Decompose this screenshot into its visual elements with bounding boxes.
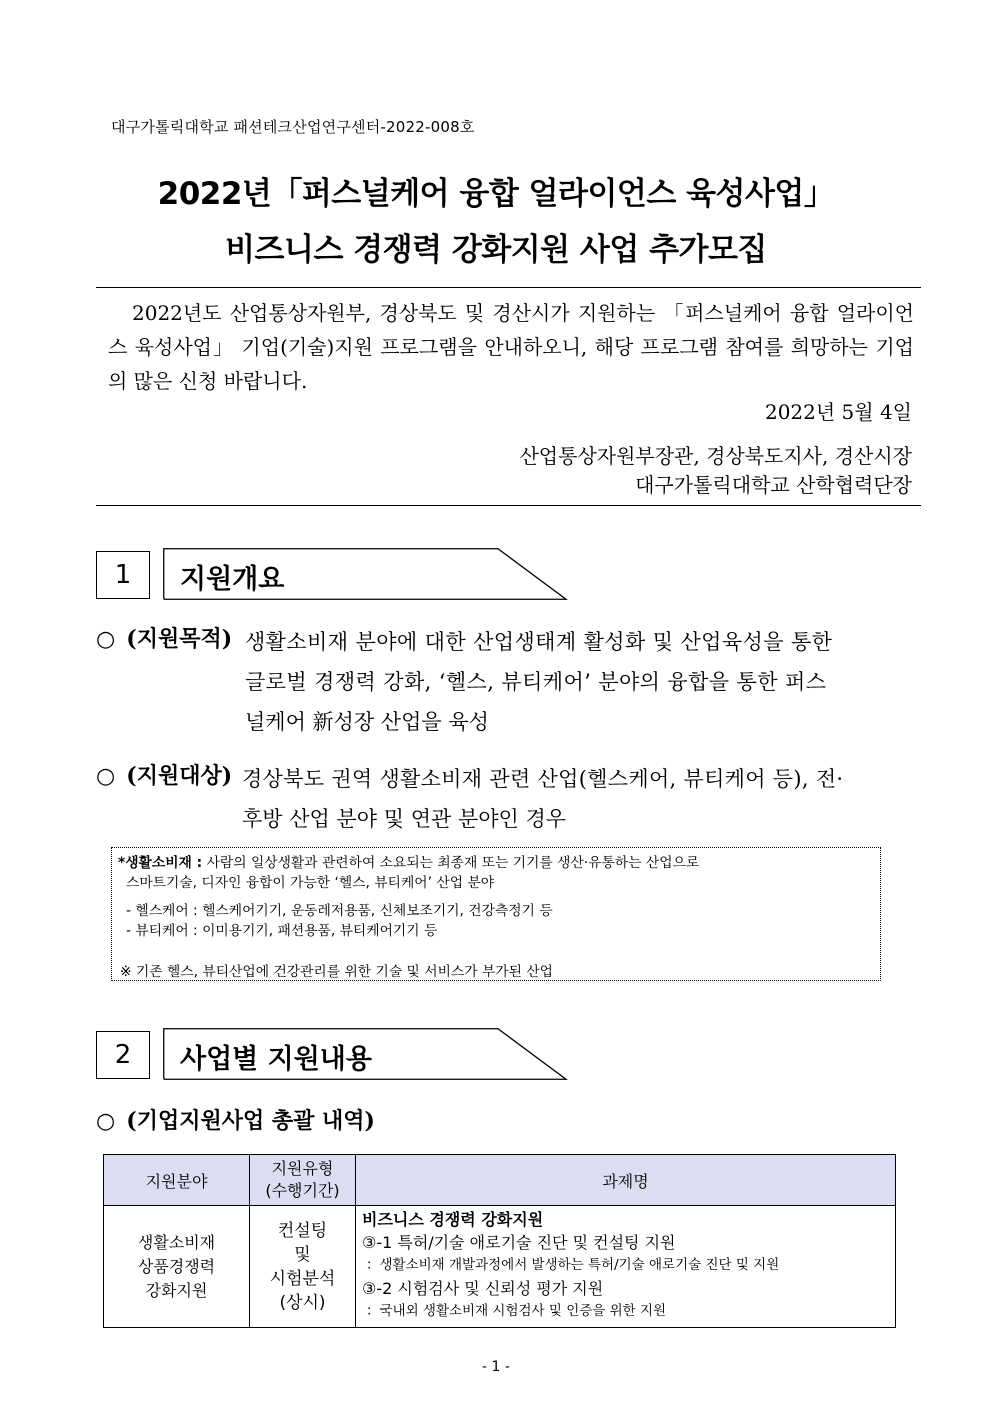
support-summary-table bbox=[103, 1154, 896, 1328]
task-title: 비즈니스 경쟁력 강화지원 bbox=[362, 1210, 544, 1229]
header-type-line-1: 지원유형 bbox=[271, 1159, 334, 1178]
task-line: ：생활소비재 개발과정에서 발생하는 특허/기술 애로기술 진단 및 지원 bbox=[366, 1257, 780, 1273]
field-line: 강화지원 bbox=[145, 1280, 208, 1300]
signatory-line-1: 산업통상자원부장관, 경상북도지사, 경산시장 bbox=[519, 444, 912, 468]
bullet-marker: ○ bbox=[96, 1109, 116, 1134]
cell-task bbox=[356, 1206, 896, 1328]
section-1-title: 지원개요 bbox=[180, 564, 285, 595]
bullet-summary-label: (기업지원사업 총괄 내역) bbox=[126, 1108, 375, 1134]
announcement-date: 2022년 5월 4일 bbox=[764, 400, 912, 424]
bullet-purpose bbox=[96, 622, 906, 734]
target-line-2: 후방 산업 분야 및 연관 분야인 경우 bbox=[242, 807, 567, 831]
section-2-number: 2 bbox=[96, 1031, 150, 1079]
type-line: 컨설팅 bbox=[277, 1220, 328, 1241]
header-task: 과제명 bbox=[356, 1155, 896, 1206]
field-line: 상품경쟁력 bbox=[137, 1256, 216, 1276]
cell-type bbox=[250, 1206, 356, 1328]
task-line: ③-1 특허/기술 애로기술 진단 및 컨설팅 지원 bbox=[362, 1233, 676, 1252]
type-line: 시험분석 bbox=[269, 1268, 336, 1289]
bullet-summary bbox=[96, 1104, 375, 1135]
page-number: - 1 - bbox=[482, 1359, 510, 1375]
section-2-title: 사업별 지원내용 bbox=[180, 1044, 372, 1075]
table-header-row bbox=[104, 1155, 896, 1206]
header-type-line-2: (수행기간) bbox=[265, 1181, 340, 1200]
document-number: 대구가톨릭대학교 패션테크산업연구센터-2022-008호 bbox=[111, 118, 475, 136]
bullet-target-text bbox=[242, 759, 902, 839]
bullet-target bbox=[96, 759, 906, 831]
header-type bbox=[250, 1155, 356, 1206]
section-1-number: 1 bbox=[96, 551, 150, 599]
type-line: 및 bbox=[294, 1244, 311, 1265]
type-line: (상시) bbox=[279, 1292, 326, 1313]
note-term: *생활소비재 : bbox=[118, 855, 203, 871]
signatory-line-2: 대구가톨릭대학교 산학협력단장 bbox=[635, 473, 912, 497]
cell-field bbox=[104, 1206, 250, 1328]
task-line: ：국내외 생활소비재 시험검사 및 인증을 위한 지원 bbox=[366, 1303, 667, 1319]
bullet-target-label: (지원대상) bbox=[126, 763, 233, 789]
note-item-beautycare: - 뷰티케어 : 이미용기기, 패션용품, 뷰티케어기기 등 bbox=[126, 923, 438, 939]
bullet-purpose-label: (지원목적) bbox=[126, 626, 233, 652]
task-line: ③-2 시험검사 및 신뢰성 평가 지원 bbox=[362, 1279, 604, 1298]
bullet-marker: ○ bbox=[96, 764, 116, 789]
note-item-healthcare: - 헬스케어 : 헬스케어기기, 운동레저용품, 신체보조기기, 건강측정기 등 bbox=[126, 903, 553, 919]
table-row bbox=[104, 1206, 896, 1328]
target-line-1: 경상북도 권역 생활소비재 관련 산업(헬스케어, 뷰티케어 등), 전· bbox=[242, 767, 844, 791]
note-definition: 사람의 일상생활과 관련하여 소요되는 최종재 또는 기기를 생산·유통하는 산업으로 bbox=[202, 855, 700, 871]
purpose-line-2: 글로벌 경쟁력 강화, ‘헬스, 뷰티케어’ 분야의 융합을 통한 퍼스 bbox=[245, 670, 827, 694]
bottom-rule bbox=[96, 505, 921, 506]
title-line-1: 2022년「퍼스널케어 융합 얼라이언스 육성사업」 bbox=[157, 176, 835, 212]
note-definition-line-2: 스마트기술, 디자인 융합이 가능한 ‘헬스, 뷰티케어’ 산업 분야 bbox=[126, 875, 495, 891]
definition-note-box bbox=[111, 847, 881, 981]
note-remark: ※ 기존 헬스, 뷰티산업에 건강관리를 위한 기술 및 서비스가 부가된 산업 bbox=[120, 964, 553, 980]
purpose-line-3: 널케어 新성장 산업을 육성 bbox=[245, 710, 489, 734]
bullet-purpose-text bbox=[245, 622, 900, 742]
field-line: 생활소비재 bbox=[137, 1232, 216, 1252]
header-field: 지원분야 bbox=[104, 1155, 250, 1206]
top-rule bbox=[96, 287, 921, 288]
title-line-2: 비즈니스 경쟁력 강화지원 사업 추가모집 bbox=[225, 232, 767, 268]
bullet-marker: ○ bbox=[96, 627, 116, 652]
intro-paragraph: 2022년도 산업통상자원부, 경상북도 및 경산시가 지원하는 「퍼스널케어 융합 얼라이언스 육성사업」 기업(기술)지원 프로그램을 안내하오니, 해당 프로그램 참여를 희망하는 기업의 많은 신청 바랍니다. bbox=[108, 301, 914, 393]
note-definition-line-1 bbox=[118, 851, 699, 871]
purpose-line-1: 생활소비재 분야에 대한 산업생태계 활성화 및 산업육성을 통한 bbox=[245, 630, 833, 654]
